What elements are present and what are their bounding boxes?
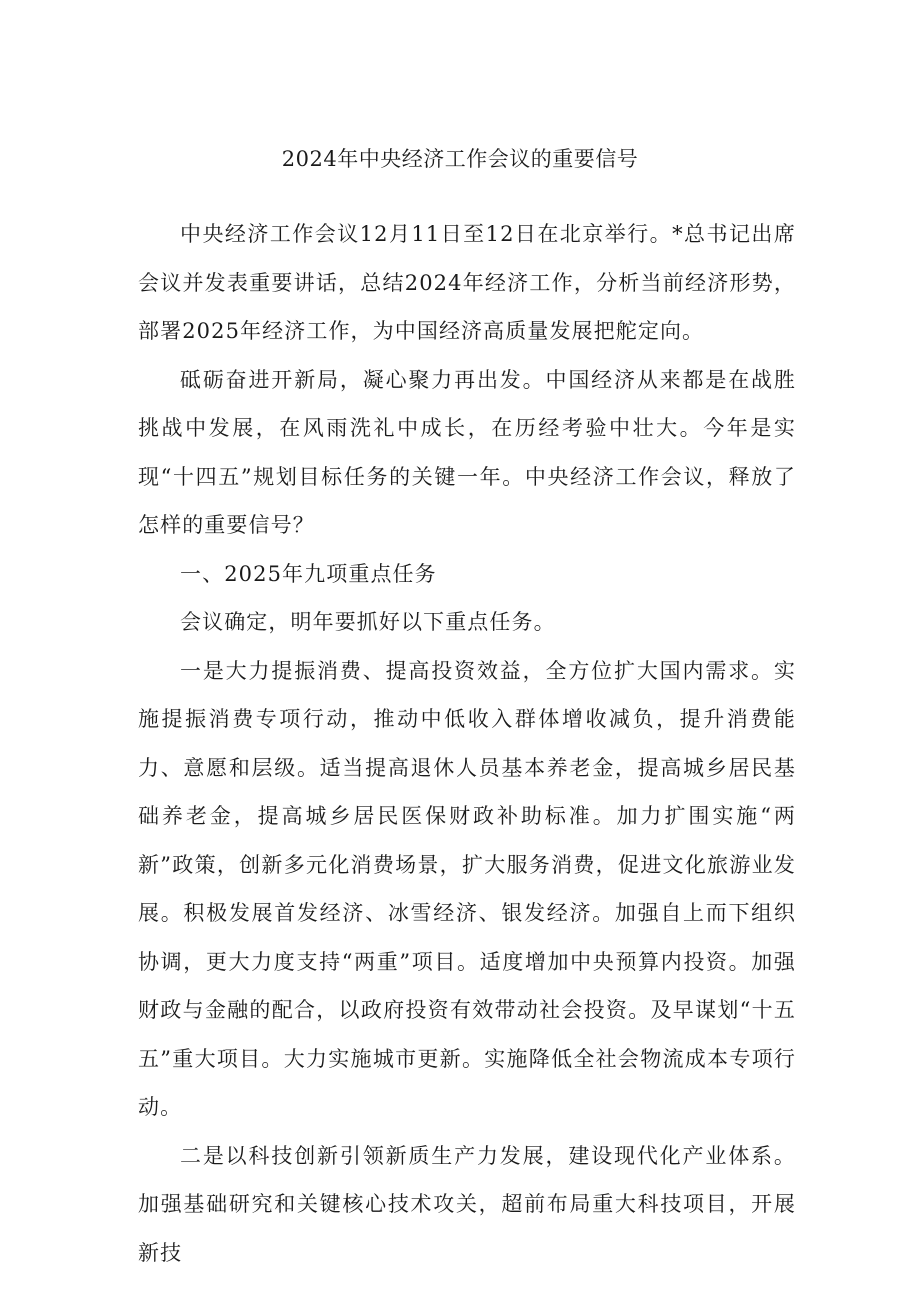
paragraph-tasks-intro: 会议确定，明年要抓好以下重点任务。 xyxy=(180,610,556,634)
paragraph-task-1: 一是大力提振消费、提高投资效益，全方位扩大国内需求。实施提振消费专项行动，推动中低收入群体增收减负，提升消费能力、意愿和层级。适当提高退休人员基本养老金，提高城乡居民基础养老金，提高城乡居民医保财政补助标准。加力扩围实施“两新”政策，创新多元化消费场景，扩大服务消费，促进文化旅游业发展。积极发展首发经济、冰雪经济、银发经济。加强自上而下组织协调，更大力度支持“两重”项目。适度增加中央预算内投资。加强财政与金融的配合，以政府投资有效带动社会投资。及早谋划“十五五”重大项目。大力实施城市更新。实施降低全社会物流成本专项行动。 xyxy=(138,658,796,1119)
paragraph-intro: 中央经济工作会议12月11日至12日在北京举行。*总书记出席会议并发表重要讲话，总结2024年经济工作，分析当前经济形势，部署2025年经济工作，为中国经济高质量发展把舵定向。 xyxy=(138,222,796,343)
document-body xyxy=(138,210,796,1277)
document-title: 2024年中央经济工作会议的重要信号 xyxy=(281,147,639,171)
paragraph-task-2: 二是以科技创新引领新质生产力发展，建设现代化产业体系。加强基础研究和关键核心技术攻关，超前布局重大科技项目，开展新技 xyxy=(138,1143,796,1265)
section-heading-1: 一、2025年九项重点任务 xyxy=(180,561,437,586)
paragraph-overview: 砥砺奋进开新局，凝心聚力再出发。中国经济从来都是在战胜挑战中发展，在风雨洗礼中成长，在历经考验中壮大。今年是实现“十四五”规划目标任务的关键一年。中央经济工作会议，释放了怎样的重要信号？ xyxy=(138,367,796,537)
